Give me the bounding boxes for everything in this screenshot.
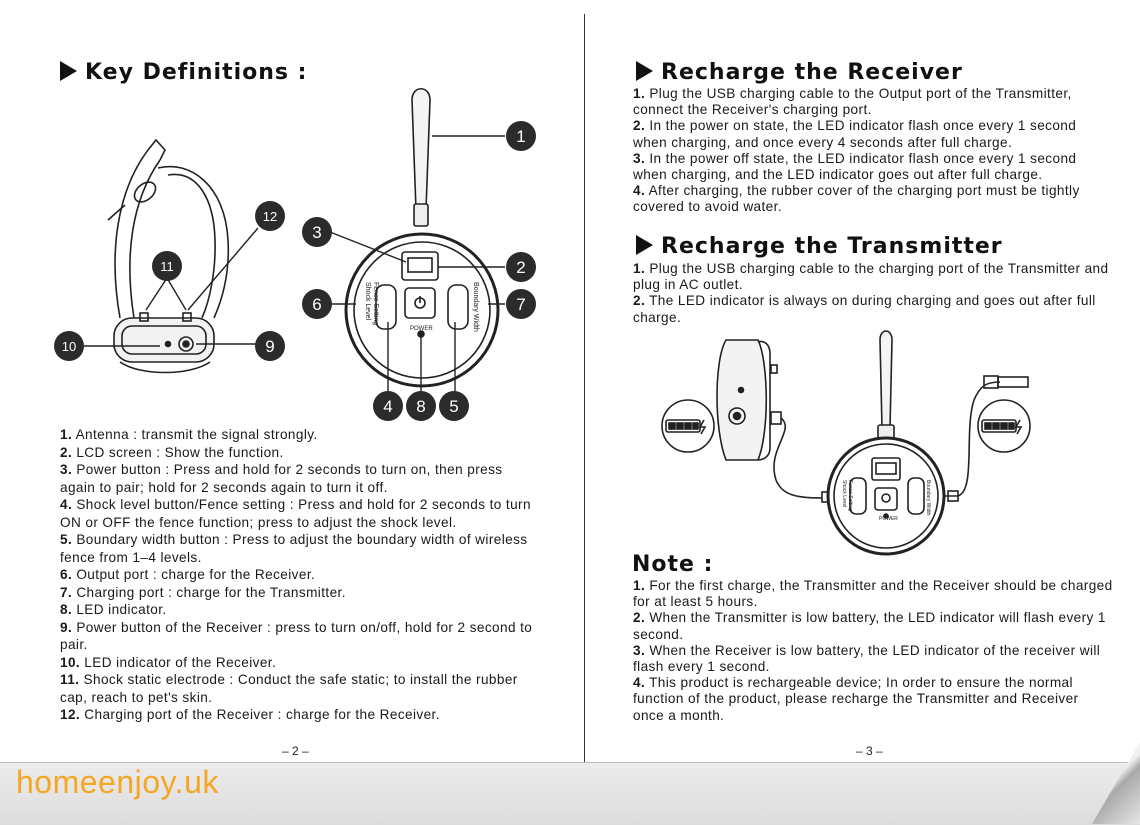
list-item: 1. Plug the USB charging cable to the Output port of the Transmitter, connect the Receiver's charging port. [633,86,1072,118]
callout-9 [255,331,285,361]
right-page [586,0,1140,762]
list-item: 5. Boundary width button : Press to adjust the boundary width of wireless fence from 1–4 levels. [60,532,528,565]
receiver-body [717,340,766,460]
svg-text:9: 9 [265,337,275,356]
page-divider [584,14,585,762]
page-number-left: – 2 – [282,744,309,758]
list-item: 1. For the first charge, the Transmitter and the Receiver should be charged for at least 5 hours. [633,578,1113,610]
collar-transmitter-diagram [0,0,584,430]
callout-5 [439,391,469,421]
page-number-right: – 3 – [856,744,883,758]
svg-text:1: 1 [516,127,526,146]
list-item: 4. Shock level button/Fence setting : Press and hold for 2 seconds to turn ON or OFF the fence function; press to adjust the shock level. [60,497,531,530]
list-item: 3. When the Receiver is low battery, the LED indicator of the receiver will flash every 1 second. [633,642,1101,675]
svg-text:12: 12 [262,209,278,224]
list-item: 4. This product is rechargeable device; In order to ensure the normal function of the product, please recharge the Transmitter and Receiver once a month. [633,675,1079,723]
callout-3 [302,217,332,247]
boundary-width-label-small: Boundary Width [925,480,931,516]
recharge-transmitter-list [633,261,1113,326]
svg-text:6: 6 [312,295,322,314]
list-item: 2. In the power on state, the LED indicator flash once every 1 second when charging, and once every 4 seconds after full charge. [633,118,1077,150]
triangle-bullet-icon [636,235,653,255]
callout-10 [54,331,84,361]
note-heading: Note : [632,552,714,577]
list-item: 3. Power button : Press and hold for 2 seconds to turn on, then press again to pair; hold for 2 seconds again to turn it off. [60,462,503,495]
list-item: 11. Shock static electrode : Conduct the safe static; to install the rubber cap, reach to pet's skin. [60,672,518,705]
list-item: 9. Power button of the Receiver : press to turn on/off, hold for 2 second to pair. [60,619,533,652]
svg-text:4: 4 [383,397,393,416]
charging-diagram [586,320,1140,560]
list-item: 1. Antenna : transmit the signal strongly. [60,427,318,442]
svg-text:5: 5 [449,397,459,416]
svg-text:2: 2 [516,258,526,277]
list-item: 8. LED indicator. [60,602,167,617]
list-item: 3. In the power off state, the LED indicator flash once every 1 second when charging, and the LED indicator goes out after full charge. [633,150,1077,183]
callout-6 [302,289,332,319]
svg-text:10: 10 [61,339,77,354]
key-definitions-list [60,426,538,724]
boundary-width-label: Boundary Width [472,282,479,332]
shock-level-label-small: Shock Level [841,480,847,508]
list-item: 12. Charging port of the Receiver : charge for the Receiver. [60,707,440,722]
callout-1 [506,121,536,151]
key-definitions-heading: Key Definitions : [60,60,307,85]
svg-text:3: 3 [312,223,322,242]
recharge-receiver-list [633,86,1113,216]
list-item: 7. Charging port : charge for the Transmitter. [60,584,346,600]
callout-11 [152,251,182,281]
svg-text:7: 7 [516,295,526,314]
recharge-receiver-heading: Recharge the Receiver [636,60,963,85]
callout-4 [373,391,403,421]
fence-setting-label-small: Fence Setting [847,480,853,511]
callout-2 [506,252,536,282]
svg-text:8: 8 [416,397,426,416]
callout-12 [255,201,285,231]
triangle-bullet-icon [636,61,653,81]
transmitter-unit [346,89,498,386]
shock-level-label: Shock Level [364,282,371,321]
callout-7 [506,289,536,319]
list-item: 2. When the Transmitter is low battery, the LED indicator will flash every 1 second. [633,610,1106,642]
list-item: 2. The LED indicator is always on during charging and goes out after full charge. [633,293,1096,325]
watermark-text: homeenjoy.uk [16,764,219,800]
recharge-transmitter-heading: Recharge the Transmitter [636,234,1003,259]
power-label: POWER [410,326,433,332]
list-item: 4. After charging, the rubber cover of the charging port must be tightly covered to avoid water. [633,183,1080,215]
callout-8 [406,391,436,421]
list-item: 10. LED indicator of the Receiver. [60,654,277,670]
list-item: 2. LCD screen : Show the function. [60,444,284,460]
note-list [633,578,1113,724]
left-page [0,0,584,762]
power-label-small: POWER [879,516,898,522]
fence-setting-label: Fence Setting [372,282,379,326]
list-item: 6. Output port : charge for the Receiver. [60,567,316,582]
list-item: 1. Plug the USB charging cable to the charging port of the Transmitter and plug in AC outlet. [633,261,1109,293]
svg-text:11: 11 [160,259,174,274]
